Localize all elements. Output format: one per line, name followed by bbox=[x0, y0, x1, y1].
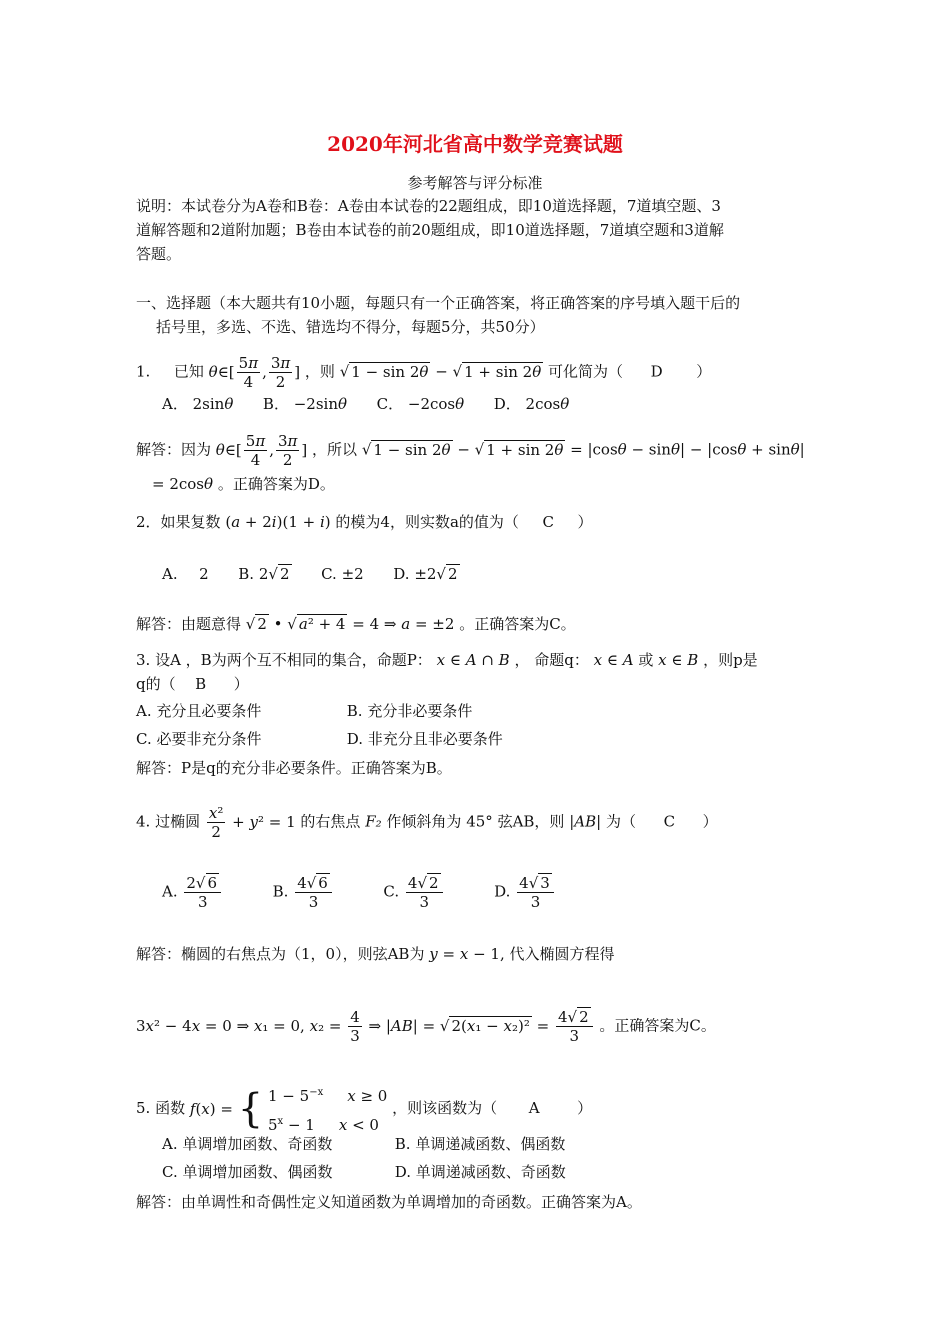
q4-mid3: 弦AB，则 bbox=[497, 812, 565, 831]
q5-options-row1 bbox=[162, 1134, 565, 1154]
q4-mid2: 作倾斜角为 bbox=[386, 812, 462, 831]
q4-option-a: $\frac{2√ 6}{3}$ bbox=[182, 883, 223, 901]
q2-mid: 的模为4，则实数a的值为（ bbox=[335, 513, 519, 531]
q2-text: 2．如果复数 bbox=[136, 513, 221, 531]
q2-option-b-label: B. bbox=[238, 565, 255, 583]
q1-option-d-label: D． bbox=[493, 395, 521, 413]
section-heading: 一、选择题（本大题共有10小题，每题只有一个正确答案，将正确答案的序号填入题干后的 bbox=[136, 294, 741, 312]
q2-options bbox=[162, 564, 460, 584]
q3-options-row2 bbox=[136, 729, 503, 749]
q1-solution-mid: ，所以 bbox=[312, 440, 358, 459]
q1-option-a-label: A． bbox=[162, 395, 188, 413]
q1-solution-end: 。正确答案为D。 bbox=[217, 475, 335, 493]
q2-option-a: 2 bbox=[199, 565, 209, 583]
q4-solution-end: 。正确答案为C。 bbox=[599, 1016, 716, 1035]
q4-options bbox=[162, 874, 556, 911]
q1-option-b-label: B． bbox=[262, 395, 289, 413]
q4-option-b-label: B. bbox=[272, 882, 289, 901]
q3-solution: 解答：P是q的充分非必要条件。正确答案为B。 bbox=[136, 759, 452, 777]
question-3-cont bbox=[136, 674, 249, 694]
intro-line-2: 道解答题和2道附加题；B卷由本试卷的前20题组成，即10道选择题，7道填空题和3道解 bbox=[136, 221, 724, 239]
q2-option-c-label: C. bbox=[321, 565, 337, 583]
q4-option-a-label: A. bbox=[162, 882, 178, 901]
q5-option-a: A. 单调增加函数、奇函数 bbox=[162, 1135, 333, 1153]
q2-option-d-label: D. bbox=[393, 565, 410, 583]
q2-option-a-label: A. bbox=[162, 565, 178, 583]
q1-number: 1. bbox=[136, 362, 151, 381]
q1-expression: √ 1 − sin 2θ − √ 1 + sin 2θ bbox=[339, 362, 542, 381]
question-3 bbox=[136, 650, 758, 670]
q4-mid4: 为（ bbox=[605, 812, 636, 831]
q5-option-c: C. 单调增加函数、偶函数 bbox=[162, 1163, 333, 1181]
q4-answer: C bbox=[663, 812, 676, 831]
q2-solution-end: 。正确答案为C。 bbox=[459, 615, 576, 633]
q4-mid1: 的右焦点 bbox=[300, 812, 361, 831]
q4-solution-post: 代入椭圆方程得 bbox=[509, 945, 615, 963]
question-1 bbox=[136, 354, 711, 391]
q3-close: ） bbox=[233, 675, 249, 693]
q1-option-d: 2cosθ bbox=[525, 395, 570, 413]
q4-option-c-label: C. bbox=[383, 882, 400, 901]
q1-option-c-label: C． bbox=[376, 395, 404, 413]
q3-part-d: ，则p是 bbox=[703, 651, 758, 669]
q1-post: 可化简为（ bbox=[548, 362, 624, 381]
q1-solution-result: = 2cosθ bbox=[152, 475, 214, 493]
q3-math-p: x ∈ A ∩ B bbox=[436, 651, 510, 669]
q4-solution-pre: 解答：椭圆的右焦点为（1，0），则弦AB为 bbox=[136, 945, 425, 963]
q1-answer: D bbox=[650, 362, 663, 381]
q4-solution-cont bbox=[136, 1008, 716, 1045]
q4-angle: 45° bbox=[466, 812, 493, 831]
q5-pre: 5. 函数 bbox=[136, 1099, 186, 1117]
q4-pre: 4. 过椭圆 bbox=[136, 812, 201, 831]
q2-expression: (a + 2i)(1 + i) bbox=[225, 513, 331, 531]
q5-answer: A bbox=[528, 1099, 540, 1117]
q3-option-b: B. 充分非必要条件 bbox=[346, 702, 473, 720]
q1-pre: 已知 bbox=[173, 362, 204, 381]
q1-condition: θ∈[ $\frac{5\pi}{4}$ , $\frac{3\pi}{2}$ ] bbox=[208, 354, 301, 391]
question-5 bbox=[136, 1080, 592, 1138]
page-subtitle: 参考解答与评分标准 bbox=[407, 174, 543, 192]
q1-options bbox=[162, 394, 569, 414]
q3-option-a: A. 充分且必要条件 bbox=[136, 702, 262, 720]
q3-part-a: 3. 设A ，B为两个互不相同的集合，命题P： bbox=[136, 651, 432, 669]
q4-solution bbox=[136, 944, 615, 964]
question-4 bbox=[136, 804, 718, 841]
q5-options-row2 bbox=[162, 1162, 566, 1182]
q2-option-d: ±2√ 2 bbox=[414, 565, 458, 583]
q1-mid: ，则 bbox=[304, 362, 335, 381]
q2-solution-pre: 解答：由题意得 bbox=[136, 615, 242, 633]
q4-option-d: $\frac{4√ 3}{3}$ bbox=[515, 883, 556, 901]
q1-option-c: −2cosθ bbox=[407, 395, 465, 413]
q2-option-b: 2√ 2 bbox=[258, 565, 290, 583]
q5-solution: 解答：由单调性和奇偶性定义知道函数为单调增加的奇函数。正确答案为A。 bbox=[136, 1193, 642, 1211]
q3-options-row1 bbox=[136, 701, 472, 721]
q3-line2: q的（ bbox=[136, 675, 176, 693]
q1-solution bbox=[136, 432, 805, 469]
q4-focus: F₂ bbox=[365, 812, 382, 831]
page-title: 2020年河北省高中数学竞赛试题 bbox=[327, 132, 623, 156]
q5-mid: ，则该函数为（ bbox=[392, 1099, 498, 1117]
q4-option-c: $\frac{4√ 2}{3}$ bbox=[404, 883, 445, 901]
q5-option-d: D. 单调递减函数、奇函数 bbox=[394, 1163, 566, 1181]
q1-solution-cont bbox=[152, 474, 335, 494]
q2-solution bbox=[136, 614, 576, 634]
q5-function: f(x) = { $1 - 5^{-x}$ x ≥ 0 $5^x - 1$ x < 0 bbox=[189, 1086, 388, 1134]
intro-line-1: 说明：本试卷分为A卷和B卷：A卷由本试卷的22题组成，即10道选择题，7道填空题、3 bbox=[136, 197, 721, 215]
q3-part-b: ， 命题q： bbox=[514, 651, 589, 669]
question-2 bbox=[136, 512, 593, 532]
q2-answer: C bbox=[542, 513, 554, 531]
q3-answer: B bbox=[195, 675, 207, 693]
q1-option-a: 2sinθ bbox=[192, 395, 234, 413]
q3-math-q2: x ∈ B bbox=[658, 651, 699, 669]
q4-solution-math: 3x² − 4x = 0 ⇒ x₁ = 0, x₂ = $\frac{4}{3}$ ⇒ |AB| = √ 2(x₁ − x₂)² = $\frac{4√ 2}{3}$ bbox=[136, 1017, 595, 1035]
q1-option-b: −2sinθ bbox=[293, 395, 348, 413]
q1-solution-condition: θ∈[ $\frac{5\pi}{4}$ , $\frac{3\pi}{2}$ ] bbox=[215, 432, 308, 469]
q4-ab: |AB| bbox=[569, 812, 602, 831]
q3-math-q1: x ∈ A bbox=[593, 651, 634, 669]
q4-close: ） bbox=[702, 812, 718, 831]
intro-line-3: 答题。 bbox=[136, 245, 182, 263]
q5-close: ） bbox=[577, 1099, 593, 1117]
section-heading-cont: 括号里，多选、不选、错选均不得分，每题5分，共50分） bbox=[156, 318, 545, 336]
q1-solution-label: 解答：因为 bbox=[136, 440, 212, 459]
q5-option-b: B. 单调递减函数、偶函数 bbox=[394, 1135, 566, 1153]
q3-part-c: 或 bbox=[638, 651, 654, 669]
q3-option-c: C. 必要非充分条件 bbox=[136, 730, 262, 748]
q4-chord-eq: y = x − 1, bbox=[429, 945, 505, 963]
q4-option-b: $\frac{4√ 6}{3}$ bbox=[293, 883, 334, 901]
q1-solution-expression: √ 1 − sin 2θ − √ 1 + sin 2θ = |cosθ − sinθ| − |cosθ + sinθ| bbox=[361, 440, 805, 459]
q2-solution-math: √ 2 • √ a² + 4 = 4 ⇒ a = ±2 bbox=[245, 615, 455, 633]
q1-close: ） bbox=[696, 362, 712, 381]
q2-close: ） bbox=[577, 513, 593, 531]
q2-option-c: ±2 bbox=[341, 565, 364, 583]
q4-ellipse: $\frac{\text{x²}}{2}$ + y² = 1 bbox=[208, 804, 296, 841]
q4-option-d-label: D. bbox=[494, 882, 511, 901]
q3-option-d: D. 非充分且非必要条件 bbox=[346, 730, 503, 748]
